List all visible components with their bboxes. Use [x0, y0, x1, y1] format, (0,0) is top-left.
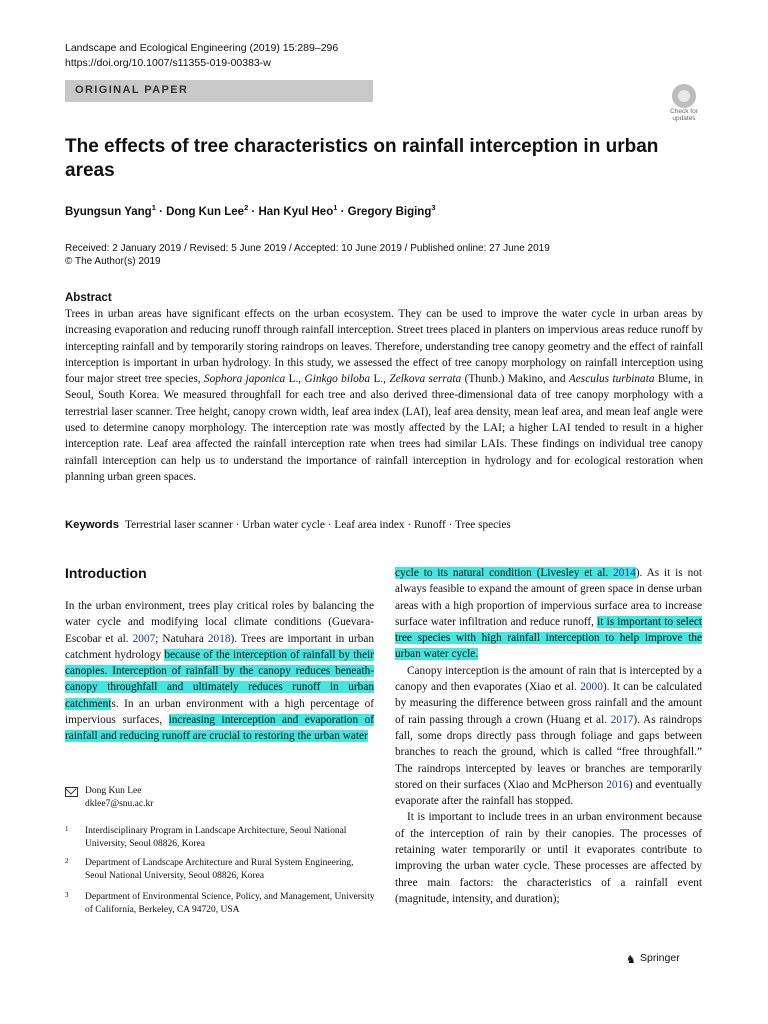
contact-name: Dong Kun Lee — [85, 786, 142, 796]
author-separator: · — [248, 205, 259, 218]
paragraph — [395, 663, 702, 810]
abstract-part: Blume, in Seoul, South Korea. We measured throughfall for each tree and also derived three-dimensional data of tree canopy morphology with a terrestrial laser scanner. Tree height, canopy crown width, leaf area index (LAI), leaf area density, mean leaf area, and mean leaf angle were used to determine canopy morphology. The interception rate was mostly affected by the LAI; a higher LAI tended to result in a higher interception rate. Leaf area affected the rainfall interception rate when trees had similar LAIs. These findings on individual tree canopy rainfall interception can help us to understand the importance of rainfall interception in hydrology and for ecological restoration when planning urban green spaces. — [65, 373, 704, 483]
species-name: Aesculus turbinata — [568, 373, 655, 386]
envelope-flap — [65, 783, 76, 794]
author-name[interactable]: Byungsun Yang — [65, 205, 152, 218]
badge-line2: updates — [672, 115, 696, 122]
abstract-part: (Thunb.) Makino, and — [461, 373, 569, 386]
text-run: Canopy interception is the amount of rain that is intercepted by a canopy and then evaporates (Xiao et al. — [395, 664, 702, 694]
badge-line1: Check for — [670, 108, 698, 115]
text-run: s. In an urban environment with a high percentage of impervious surfaces, — [65, 697, 374, 727]
envelope-icon — [65, 787, 78, 797]
check-updates-text — [665, 108, 703, 122]
author-name[interactable]: Gregory Biging — [347, 205, 432, 218]
affiliation-number: 1 — [65, 825, 69, 833]
check-updates-icon — [672, 84, 696, 108]
author-name[interactable]: Dong Kun Lee — [166, 205, 245, 218]
contact-email[interactable]: dklee7@snu.ac.kr — [85, 799, 154, 809]
author-affiliation-mark: 1 — [333, 203, 338, 212]
check-for-updates-badge[interactable] — [665, 84, 703, 124]
abstract-part: Trees in urban areas have significant effects on the urban ecosystem. They can be used to improve the water cycle in urban areas by increasing evaporation and reducing runoff through rainfall interception. Street trees placed in planters on impervious areas reduce runoff by intercepting rainfall and by temporarily storing raindrops on leaves. Therefore, understanding tree canopy geometry and the effect of rainfall interception is important in urban hydrology. In this study, we assessed the effect of tree canopy morphology on rainfall interception using four major street tree species, — [65, 308, 703, 386]
introduction-left-column — [65, 598, 374, 745]
author-affiliation-mark: 1 — [151, 203, 156, 212]
abstract-text — [65, 306, 703, 485]
affiliation-number: 3 — [65, 891, 69, 899]
paper-type-bar — [65, 80, 373, 102]
affiliation-text: Department of Environmental Science, Policy, and Management, University of California, Berkeley, CA 94720, USA — [85, 892, 375, 915]
keywords-label: Keywords — [65, 519, 119, 531]
affiliation-text: Department of Landscape Architecture and Rural System Engineering, Seoul National University, Seoul 08826, Korea — [85, 858, 354, 881]
author-separator: · — [337, 205, 348, 218]
citation-link[interactable]: 2017 — [610, 713, 634, 726]
affiliation-number: 2 — [65, 857, 69, 865]
author-name[interactable]: Han Kyul Heo — [258, 205, 334, 218]
paragraph: It is important to include trees in an urban environment because of the interception of rain by their canopies. The processes of retaining water temporarily or until it evaporates contribute to improving the urban water cycle. These processes are affected by three main factors: the characteristics of a rainfall event (magnitude, intensity, and duration); — [395, 811, 702, 905]
species-name: Sophora japonica — [203, 373, 286, 386]
author-list — [65, 203, 436, 218]
journal-citation: Landscape and Ecological Engineering (2019) 15:289–296 — [65, 42, 339, 54]
introduction-right-column — [395, 565, 702, 907]
author-affiliation-mark: 2 — [244, 203, 249, 212]
journal-info — [65, 41, 338, 71]
species-name: Ginkgo biloba — [304, 373, 371, 386]
history-dates: Received: 2 January 2019 / Revised: 5 June 2019 / Accepted: 10 June 2019 / Published online: 27 June 2019 — [65, 243, 550, 254]
check-updates-icon-inner — [678, 90, 690, 102]
abstract-part: L., — [370, 373, 390, 386]
abstract-heading: Abstract — [65, 292, 112, 304]
citation-link[interactable]: 2007 — [132, 632, 156, 645]
copyright-notice: © The Author(s) 2019 — [65, 256, 161, 267]
doi-link[interactable]: https://doi.org/10.1007/s11355-019-00383-w — [65, 57, 271, 69]
springer-horse-icon: ♞ — [626, 954, 636, 966]
text-run: ). It can be calculated by measuring the difference between gross rainfall and the amount of rain passing through a crown (Huang et al. — [395, 681, 702, 726]
text-run: In the urban environment, trees play critical roles by balancing the water cycle and modifying local climate conditions (Guevara-Escobar et al. — [65, 600, 374, 645]
abstract-part: L., — [285, 373, 305, 386]
species-name: Zelkova serrata — [389, 373, 462, 386]
text-run: ). Trees are important in urban catchment hydrology — [65, 632, 375, 661]
paper-title: The effects of tree characteristics on rainfall interception in urban areas — [65, 136, 659, 181]
introduction-heading: Introduction — [65, 565, 147, 581]
text-run: ). As raindrops fall, some drops directly pass through foliage and gaps between branches to reach the ground, which is called “free throughfall.” The raindrops intercepted by leaves or branches are temporarily stored on their surfaces (Xiao and McPherson — [395, 713, 702, 791]
highlighted-text: because of the interception of rainfall by their canopies. Interception of rainfall by the canopy reduces beneath-canopy throughfall and ultimately reduces runoff in urban catchment — [65, 648, 374, 710]
keywords-list: Terrestrial laser scanner · Urban water cycle · Leaf area index · Runoff · Tree species — [125, 519, 511, 531]
text-run: ). As it is not always feasible to expand the amount of green space in dense urban areas with a high proportion of impervious surface area to increase surface water infiltration and reduce runoff, — [395, 567, 703, 628]
affiliation-text: Interdisciplinary Program in Landscape Architecture, Seoul National University, Seoul 08826, Korea — [85, 826, 347, 849]
citation-link[interactable]: 2018 — [207, 632, 231, 645]
publisher-name: Springer — [640, 952, 680, 964]
paragraph — [65, 598, 374, 745]
citation-link[interactable]: 2014 — [613, 567, 636, 579]
highlighted-text: it is important to select tree species with high rainfall interception to help improve the urban water cycle. — [395, 615, 702, 661]
citation-link[interactable]: 2016 — [606, 778, 629, 791]
publication-dates — [65, 242, 550, 268]
paragraph — [395, 565, 702, 663]
publisher-logo — [626, 952, 680, 966]
text-run: ) and eventually evaporate after the rainfall has stopped. — [395, 778, 703, 808]
citation-link[interactable]: 2000 — [580, 681, 603, 694]
paper-type-label: ORIGINAL PAPER — [75, 84, 189, 96]
highlighted-text — [395, 567, 636, 579]
keywords — [65, 517, 715, 533]
text-run: cycle to its natural condition (Livesley et al. — [395, 567, 614, 579]
author-separator: · — [155, 205, 167, 218]
highlighted-text: increasing interception and evaporation of rainfall and reducing runoff are crucial to restoring the urban water — [65, 714, 375, 743]
author-affiliation-mark: 3 — [431, 203, 436, 212]
text-run: ; Natuhara — [155, 632, 208, 645]
